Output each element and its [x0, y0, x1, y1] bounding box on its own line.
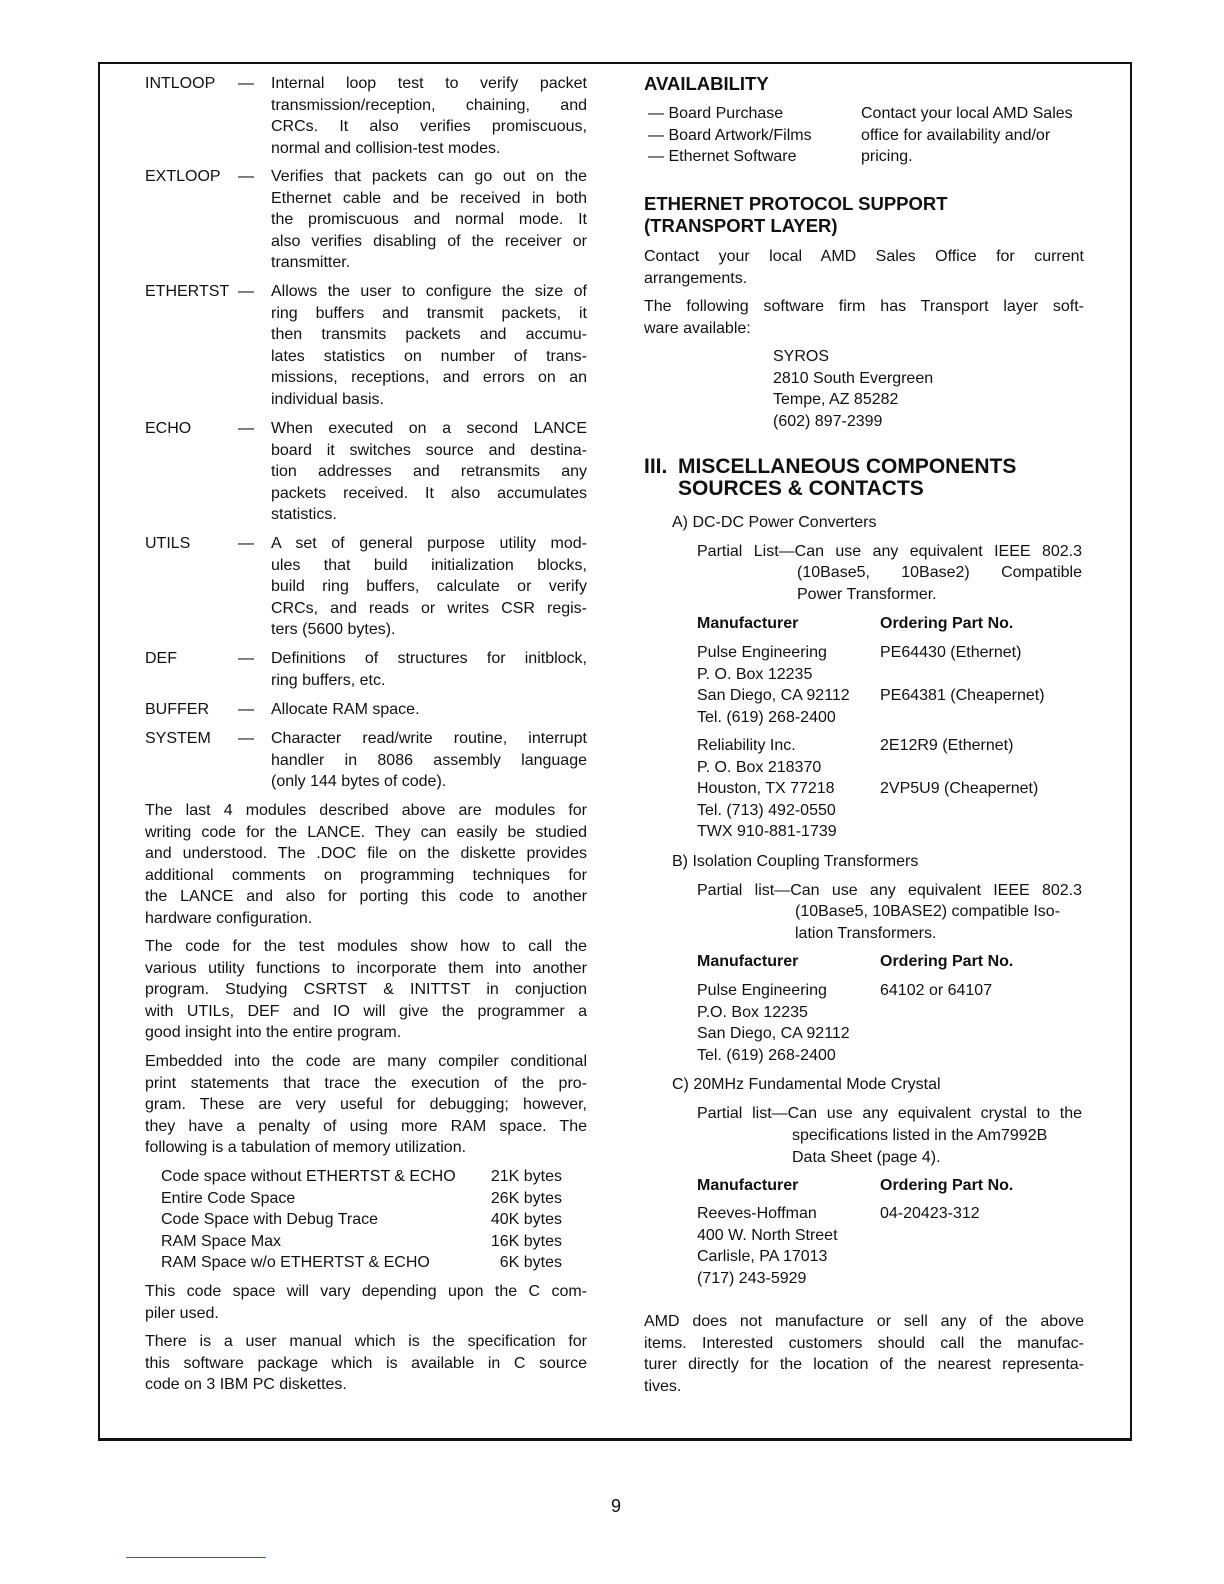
- dash: —: [238, 701, 254, 718]
- table-row: [161, 1166, 562, 1188]
- paragraph-manual: [145, 1331, 587, 1396]
- text-line: Internal loop test to verify packet: [271, 75, 587, 92]
- text-line: this software package which is available in C source: [145, 1354, 587, 1372]
- text-line: — Ethernet Software: [648, 148, 797, 166]
- memory-item: RAM Space w/o ETHERTST & ECHO: [161, 1254, 430, 1272]
- text-line: ters (5600 bytes).: [271, 621, 396, 639]
- protocol-heading: [644, 192, 948, 235]
- text-line: (10Base5, 10Base2) Compatible: [797, 564, 1082, 581]
- page-number: 9: [611, 1496, 622, 1516]
- text-line: ules that build initialization blocks,: [271, 556, 587, 574]
- text-line: (602) 897-2399: [773, 412, 883, 430]
- part-number-cell: 04-20423-312: [880, 1205, 980, 1222]
- module-name: ETHERTST: [145, 283, 230, 300]
- manufacturer-cell: P. O. Box 218370: [697, 758, 822, 776]
- text-line: hardware configuration.: [145, 909, 313, 927]
- table-row: [697, 800, 1097, 822]
- text-line: turer directly for the location of the nearest representa-: [644, 1356, 1084, 1374]
- part-number-cell: 64102 or 64107: [880, 982, 993, 999]
- manufacturer-cell: Tel. (619) 268-2400: [697, 1046, 836, 1064]
- text-line: (only 144 bytes of code).: [271, 773, 447, 791]
- manufacturer-cell: P.O. Box 12235: [697, 1003, 808, 1021]
- text-line: Contact your local AMD Sales Office for current: [644, 248, 1084, 265]
- text-line: pricing.: [861, 148, 913, 166]
- text-line: they have a penalty of using more RAM space. The: [145, 1117, 587, 1135]
- table-row: [161, 1188, 562, 1210]
- manufacturer-cell: Houston, TX 77218: [697, 780, 835, 798]
- dash: —: [238, 420, 254, 437]
- text-line: board it switches source and destina-: [271, 441, 587, 459]
- text-line: packets received. It also accumulates: [271, 484, 587, 502]
- part-number-cell: PE64381 (Cheapernet): [880, 687, 1045, 705]
- text-line: A set of general purpose utility mod-: [271, 535, 587, 552]
- paragraph-modules: [145, 800, 587, 930]
- table-row: [697, 642, 1097, 664]
- memory-table: [161, 1166, 562, 1274]
- module-description: [271, 699, 587, 721]
- table-row: [697, 707, 1097, 729]
- manufacturer-cell: San Diego, CA 92112: [697, 1025, 850, 1043]
- text-line: Contact your local AMD Sales: [861, 105, 1073, 122]
- col-manufacturer-a: Manufacturer: [697, 615, 799, 632]
- text-line: MISCELLANEOUS COMPONENTS: [678, 455, 1017, 478]
- manufacturer-cell: San Diego, CA 92112: [697, 687, 850, 705]
- dash: —: [238, 168, 254, 185]
- paragraph-compiler: [145, 1281, 587, 1324]
- text-line: This code space will vary depending upon the C com-: [145, 1283, 587, 1300]
- module-description: [271, 73, 587, 159]
- col-manufacturer-c: Manufacturer: [697, 1177, 799, 1194]
- manufacturer-cell: Reliability Inc.: [697, 737, 796, 754]
- col-part-a: Ordering Part No.: [880, 615, 1014, 632]
- memory-size: 16K bytes: [490, 1232, 562, 1250]
- text-line: AMD does not manufacture or sell any of the above: [644, 1313, 1084, 1330]
- text-line: also verifies disabling of the receiver or: [271, 232, 587, 250]
- text-line: print statements that trace the execution of the pro-: [145, 1074, 587, 1092]
- text-line: tives.: [644, 1377, 682, 1395]
- section-number: III.: [644, 455, 668, 478]
- text-line: items. Interested customers should call the manufac-: [644, 1334, 1084, 1352]
- text-line: Embedded into the code are many compiler conditional: [145, 1053, 587, 1070]
- part-number-cell: PE64430 (Ethernet): [880, 644, 1022, 661]
- text-line: missions, receptions, and errors on an: [271, 369, 587, 387]
- text-line: the promiscuous and normal mode. It: [271, 211, 587, 229]
- text-line: Allocate RAM space.: [271, 701, 420, 718]
- text-line: program. Studying CSRTST & INITTST in conjuction: [145, 981, 587, 999]
- table-row: [697, 1002, 1097, 1024]
- text-line: ring buffers and transmit packets, it: [271, 304, 587, 322]
- text-line: office for availability and/or: [861, 126, 1051, 144]
- text-line: normal and collision-test modes.: [271, 139, 501, 157]
- manufacturer-cell: Tel. (619) 268-2400: [697, 708, 836, 726]
- part-number-cell: 2E12R9 (Ethernet): [880, 737, 1014, 754]
- text-line: Tempe, AZ 85282: [773, 391, 899, 409]
- text-line: the LANCE and also for porting this code to another: [145, 888, 587, 906]
- text-line: Character read/write routine, interrupt: [271, 730, 587, 747]
- supplier-table-a1: [697, 642, 1097, 728]
- memory-item: Code space without ETHERTST & ECHO: [161, 1168, 456, 1185]
- supplier-table-a2: [697, 735, 1097, 843]
- table-row: [161, 1231, 562, 1253]
- table-row: [697, 980, 1097, 1002]
- manufacturer-cell: Carlisle, PA 17013: [697, 1248, 828, 1266]
- text-line: tion addresses and retransmits any: [271, 463, 587, 481]
- text-line: Allows the user to configure the size of: [271, 283, 587, 300]
- text-line: (TRANSPORT LAYER): [644, 214, 838, 236]
- table-row: [161, 1209, 562, 1231]
- memory-item: Entire Code Space: [161, 1189, 296, 1207]
- text-line: SYROS: [773, 348, 830, 365]
- manufacturer-cell: (717) 243-5929: [697, 1269, 807, 1287]
- memory-size: 26K bytes: [490, 1189, 562, 1207]
- text-line: Ethernet cable and be received in both: [271, 189, 587, 207]
- text-line: ware available:: [644, 319, 751, 337]
- module-name: SYSTEM: [145, 730, 211, 747]
- text-line: writing code for the LANCE. They can easily be studied: [145, 823, 587, 841]
- text-line: additional comments on programming techniques for: [145, 866, 587, 884]
- text-line: piler used.: [145, 1304, 219, 1322]
- part-number-cell: 2VP5U9 (Cheapernet): [880, 780, 1039, 798]
- table-row: [697, 685, 1097, 707]
- module-description: [271, 533, 587, 641]
- subsection-c-partial: Partial list—Can use any equivalent crystal to the: [697, 1105, 1082, 1122]
- module-description: [271, 648, 587, 691]
- protocol-paragraph-2: [644, 296, 1084, 339]
- subsection-b-title: B) Isolation Coupling Transformers: [672, 853, 919, 870]
- availability-items: [648, 103, 812, 168]
- manufacturer-cell: P. O. Box 12235: [697, 665, 813, 683]
- text-line: arrangements.: [644, 269, 748, 287]
- text-line: specifications listed in the Am7992B: [792, 1127, 1048, 1144]
- manufacturer-cell: 400 W. North Street: [697, 1226, 838, 1244]
- text-line: When executed on a second LANCE: [271, 420, 587, 437]
- table-row: [161, 1252, 562, 1274]
- subsection-a-partial-cont: [797, 562, 1082, 605]
- module-name: EXTLOOP: [145, 168, 221, 185]
- section-heading: [678, 453, 1017, 500]
- manufacturer-cell: TWX 910-881-1739: [697, 823, 837, 841]
- dash: —: [238, 75, 254, 92]
- module-name: INTLOOP: [145, 75, 216, 92]
- subsection-c-title: C) 20MHz Fundamental Mode Crystal: [672, 1076, 941, 1093]
- subsection-c-partial-cont: [792, 1125, 1082, 1168]
- text-line: CRCs. It also verifies promiscuous,: [271, 118, 587, 136]
- paragraph-debug: [145, 1051, 587, 1159]
- syros-address: [773, 346, 933, 432]
- text-line: transmission/reception, chaining, and: [271, 96, 587, 114]
- module-description: [271, 281, 587, 411]
- table-row: [697, 1246, 1097, 1268]
- protocol-paragraph-1: [644, 246, 1084, 289]
- text-line: CRCs, and reads or writes CSR regis-: [271, 599, 587, 617]
- text-line: Power Transformer.: [797, 585, 937, 603]
- text-line: transmitter.: [271, 254, 351, 272]
- table-row: [697, 735, 1097, 757]
- text-line: lates statistics on number of trans-: [271, 347, 587, 365]
- availability-heading: AVAILABILITY: [644, 73, 769, 94]
- text-line: Definitions of structures for initblock,: [271, 650, 587, 667]
- memory-item: RAM Space Max: [161, 1232, 282, 1250]
- text-line: Verifies that packets can go out on the: [271, 168, 587, 185]
- table-row: [697, 1045, 1097, 1067]
- manufacturer-cell: Pulse Engineering: [697, 982, 827, 999]
- table-row: [697, 821, 1097, 843]
- text-line: ETHERNET PROTOCOL SUPPORT: [644, 193, 948, 214]
- text-line: good insight into the entire program.: [145, 1024, 402, 1042]
- manufacturer-cell: Pulse Engineering: [697, 644, 827, 661]
- text-line: gram. These are very useful for debugging; however,: [145, 1096, 587, 1114]
- text-line: Data Sheet (page 4).: [792, 1148, 941, 1166]
- table-row: [697, 664, 1097, 686]
- subsection-a-partial: Partial List—Can use any equivalent IEEE 802.3: [697, 543, 1082, 560]
- availability-note: [861, 103, 1073, 168]
- subsection-a-title: A) DC-DC Power Converters: [672, 514, 877, 531]
- text-line: The code for the test modules show how to call the: [145, 938, 587, 955]
- text-line: The following software firm has Transport layer soft-: [644, 298, 1084, 315]
- table-row: [697, 757, 1097, 779]
- col-part-c: Ordering Part No.: [880, 1177, 1014, 1194]
- text-line: SOURCES & CONTACTS: [678, 476, 924, 500]
- manufacturer-cell: Reeves-Hoffman: [697, 1205, 817, 1222]
- module-name: UTILS: [145, 535, 191, 552]
- text-line: then transmits packets and accumu-: [271, 326, 587, 344]
- text-line: and understood. The .DOC file on the diskette provides: [145, 845, 587, 863]
- module-description: [271, 728, 587, 793]
- text-line: with UTILs, DEF and IO will give the programmer a: [145, 1002, 587, 1020]
- table-row: [697, 1023, 1097, 1045]
- memory-size: 21K bytes: [490, 1168, 562, 1185]
- dash: —: [238, 730, 254, 747]
- table-row: [697, 1203, 1097, 1225]
- dash: —: [238, 650, 254, 667]
- module-name: ECHO: [145, 420, 192, 437]
- module-name: BUFFER: [145, 701, 209, 718]
- supplier-table-b: [697, 980, 1097, 1066]
- text-line: code on 3 IBM PC diskettes.: [145, 1376, 347, 1394]
- text-line: lation Transformers.: [795, 924, 937, 942]
- text-line: following is a tabulation of memory utilization.: [145, 1139, 467, 1157]
- text-line: (10Base5, 10BASE2) compatible Iso-: [795, 903, 1061, 920]
- text-line: — Board Artwork/Films: [648, 126, 812, 144]
- text-line: There is a user manual which is the specification for: [145, 1333, 587, 1350]
- text-line: various utility functions to incorporate them into another: [145, 959, 587, 977]
- text-line: build ring buffers, calculate or verify: [271, 578, 587, 596]
- text-line: statistics.: [271, 506, 337, 524]
- module-description: [271, 166, 587, 274]
- text-line: The last 4 modules described above are modules for: [145, 802, 587, 819]
- text-line: ring buffers, etc.: [271, 671, 386, 689]
- dash: —: [238, 283, 254, 300]
- closing-paragraph: [644, 1311, 1084, 1397]
- col-manufacturer-b: Manufacturer: [697, 953, 799, 970]
- table-row: [697, 778, 1097, 800]
- text-line: 2810 South Evergreen: [773, 369, 934, 387]
- memory-size: 6K bytes: [499, 1254, 562, 1272]
- table-row: [697, 1225, 1097, 1247]
- text-line: handler in 8086 assembly language: [271, 751, 587, 769]
- text-line: — Board Purchase: [648, 105, 784, 122]
- subsection-b-partial-cont: [795, 901, 1082, 944]
- memory-item: Code Space with Debug Trace: [161, 1211, 379, 1229]
- paragraph-code: [145, 936, 587, 1044]
- module-name: DEF: [145, 650, 177, 667]
- memory-size: 40K bytes: [490, 1211, 562, 1229]
- footer-rule: [126, 1557, 266, 1558]
- dash: —: [238, 535, 254, 552]
- manufacturer-cell: Tel. (713) 492-0550: [697, 801, 836, 819]
- supplier-table-c: [697, 1203, 1097, 1289]
- module-description: [271, 418, 587, 526]
- table-row: [697, 1268, 1097, 1290]
- subsection-b-partial: Partial list—Can use any equivalent IEEE 802.3: [697, 882, 1082, 899]
- text-line: individual basis.: [271, 390, 384, 408]
- col-part-b: Ordering Part No.: [880, 953, 1014, 970]
